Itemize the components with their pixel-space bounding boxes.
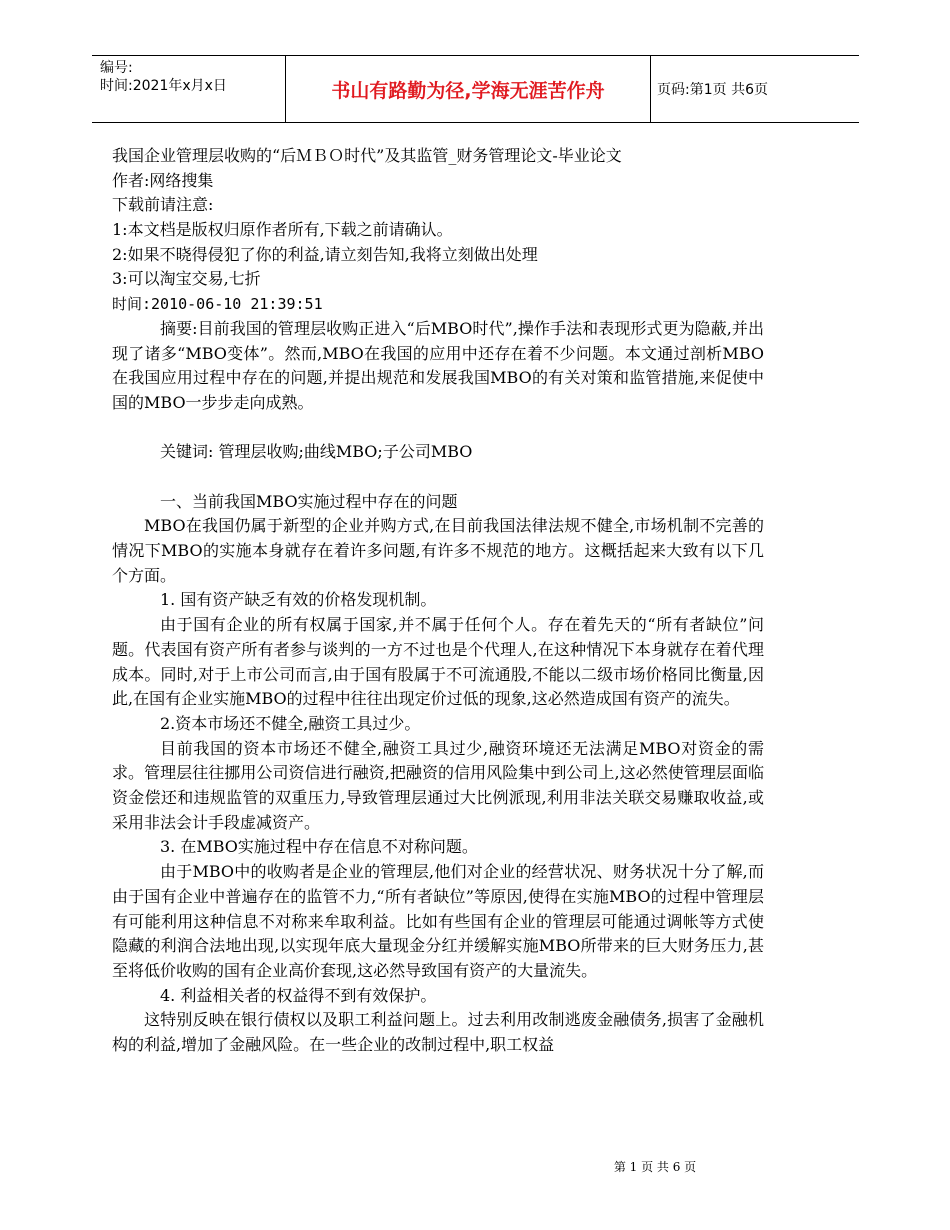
header-meta	[92, 56, 285, 122]
document-timestamp: 时间:2010-06-10 21:39:51	[112, 295, 323, 314]
section-intro-paragraph: MBO在我国仍属于新型的企业并购方式,在目前我国法律法规不健全,市场机制不完善的情况下MBO的实施本身就存在着许多问题,有许多不规范的地方。这概括起来大致有以下几个方面。	[112, 516, 764, 585]
document-date: 时间:2021年x月x日	[100, 78, 227, 94]
document-number-label: 编号:	[100, 60, 133, 76]
item-heading: 3. 在MBO实施过程中存在信息不对称问题。	[160, 837, 478, 857]
document-body	[112, 144, 772, 1058]
item-heading: 2.资本市场还不健全,融资工具过少。	[160, 713, 421, 733]
notice-item: 1:本文档是版权归原作者所有,下载之前请确认。	[112, 220, 453, 240]
header-motto: 书山有路勤为径,学海无涯苦作舟	[285, 56, 651, 122]
item-paragraph: 目前我国的资本市场还不健全,融资工具过少,融资环境还无法满足MBO对资金的需求。管理层往往挪用公司资信进行融资,把融资的信用风险集中到公司上,这必然使管理层面临资金偿还和违规监管的双重压力,导致管理层通过大比例派现,利用非法关联交易赚取收益,或采用非法会计手段虚减资产。	[112, 738, 764, 832]
notice-item: 3:可以淘宝交易,七折	[112, 269, 261, 289]
item-paragraph: 由于国有企业的所有权属于国家,并不属于任何个人。存在着先天的“所有者缺位”问题。代表国有资产所有者参与谈判的一方不过也是个代理人,在这种情况下本身就存在着代理成本。同时,对于上市公司而言,由于国有股属于不可流通股,不能以二级市场价格同比衡量,因此,在国有企业实施MBO的过程中往往出现定价过低的现象,这必然造成国有资产的流失。	[112, 615, 764, 709]
spacer	[112, 416, 772, 441]
item-paragraph: 这特别反映在银行债权以及职工利益问题上。过去利用改制逃废金融债务,损害了金融机构的利益,增加了金融风险。在一些企业的改制过程中,职工权益	[112, 1010, 764, 1055]
keywords-line: 关键词: 管理层收购;曲线MBO;子公司MBO	[160, 442, 473, 462]
spacer	[112, 465, 772, 490]
item-heading: 4. 利益相关者的权益得不到有效保护。	[160, 985, 437, 1005]
document-title: 我国企业管理层收购的“后ＭＢＯ时代”及其监管_财务管理论文-毕业论文	[112, 146, 622, 165]
header-page-info: 页码:第1页 共6页	[657, 82, 768, 98]
item-heading: 1. 国有资产缺乏有效的价格发现机制。	[160, 590, 437, 610]
item-paragraph: 由于MBO中的收购者是企业的管理层,他们对企业的经营状况、财务状况十分了解,而由于国有企业中普遍存在的监管不力,“所有者缺位”等原因,使得在实施MBO的过程中管理层有可能利用这种信息不对称来牟取利益。比如有些国有企业的管理层可能通过调帐等方式使隐藏的利润合法地出现,以实现年底大量现金分红并缓解实施MBO所带来的巨大财务压力,甚至将低价收购的国有企业高价套现,这必然导致国有资产的大量流失。	[112, 862, 764, 980]
abstract-paragraph: 摘要:目前我国的管理层收购正进入“后MBO时代”,操作手法和表现形式更为隐蔽,并出现了诸多“MBO变体”。然而,MBO在我国的应用中还存在着不少问题。本文通过剖析MBO在我国应用过程中存在的问题,并提出规范和发展我国MBO的有关对策和监管措施,来促使中国的MBO一步步走向成熟。	[112, 318, 764, 412]
notice-item: 2:如果不晓得侵犯了你的利益,请立刻告知,我将立刻做出处理	[112, 244, 538, 264]
section-heading: 一、当前我国MBO实施过程中存在的问题	[160, 491, 458, 511]
page-header	[92, 55, 859, 123]
page-footer: 第 1 页 共 6 页	[613, 1160, 697, 1174]
document-author: 作者:网络搜集	[112, 170, 214, 190]
notice-heading: 下载前请注意:	[112, 195, 214, 215]
